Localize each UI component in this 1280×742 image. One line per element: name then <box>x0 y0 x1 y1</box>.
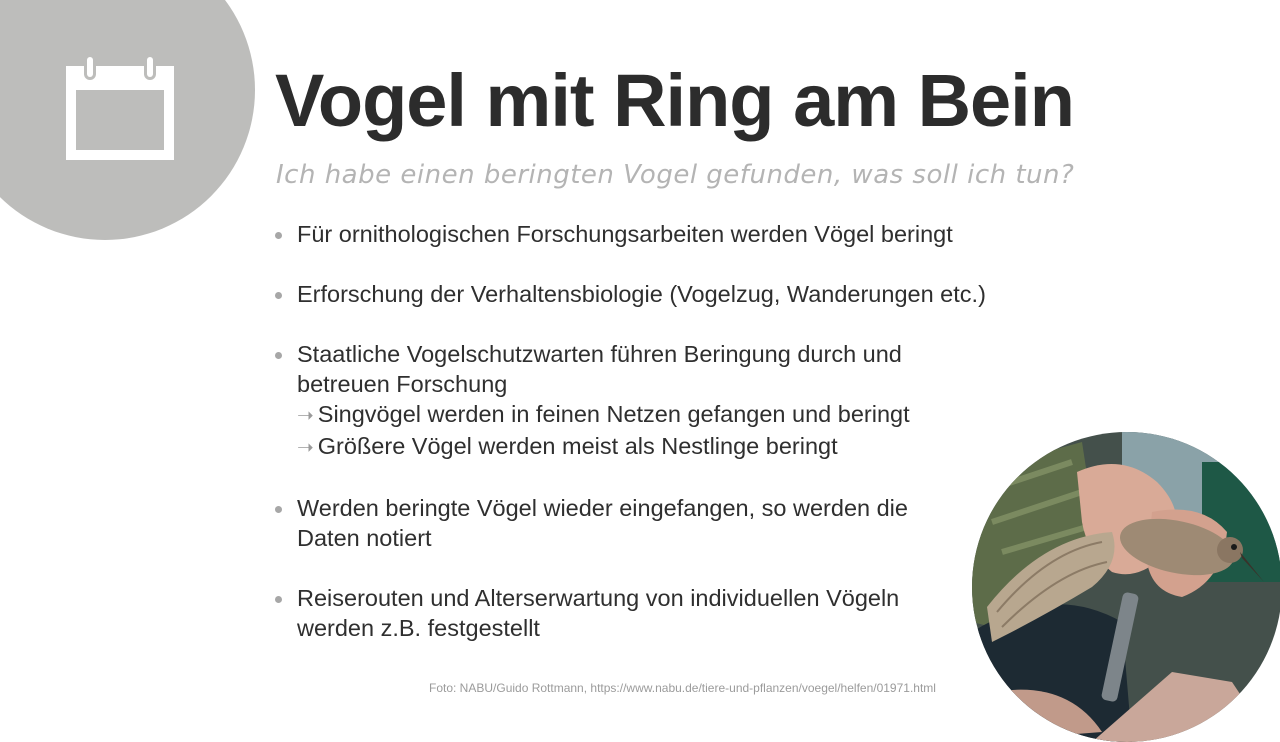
sub-bullet-item <box>297 399 957 431</box>
photo-credit: Foto: NABU/Guido Rottmann, https://www.nabu.de/tiere-und-pflanzen/voegel/helfen/01971.html <box>429 681 936 695</box>
sub-bullet-text: Singvögel werden in feinen Netzen gefangen und beringt <box>317 401 910 427</box>
bullet-text: Staatliche Vogelschutzwarten führen Beringung durch und betreuen Forschung <box>297 341 902 397</box>
bullet-list <box>270 219 990 673</box>
bullet-item <box>270 219 990 249</box>
bullet-text: Werden beringte Vögel wieder eingefangen, so werden die Daten notiert <box>297 495 908 551</box>
sub-bullet-item <box>297 431 957 463</box>
bullet-item <box>270 339 957 463</box>
bullet-item <box>270 583 977 643</box>
page-title: Vogel mit Ring am Bein <box>275 59 1074 142</box>
arrow-right-icon: ➝ <box>297 405 314 427</box>
bullet-text: Für ornithologischen Forschungsarbeiten werden Vögel beringt <box>297 221 953 247</box>
calendar-icon <box>62 52 178 168</box>
bullet-text: Erforschung der Verhaltensbiologie (Vogelzug, Wanderungen etc.) <box>297 281 986 307</box>
sub-bullet-text: Größere Vögel werden meist als Nestlinge beringt <box>317 433 838 459</box>
bullet-item <box>270 279 990 309</box>
bullet-text: Reiserouten und Alterserwartung von individuellen Vögeln werden z.B. festgestellt <box>297 585 900 641</box>
page-subtitle: Ich habe einen beringten Vogel gefunden, was soll ich tun? <box>276 160 1075 190</box>
arrow-right-icon: ➝ <box>297 437 314 459</box>
bird-ringing-photo <box>972 432 1280 742</box>
bullet-item <box>270 493 977 553</box>
